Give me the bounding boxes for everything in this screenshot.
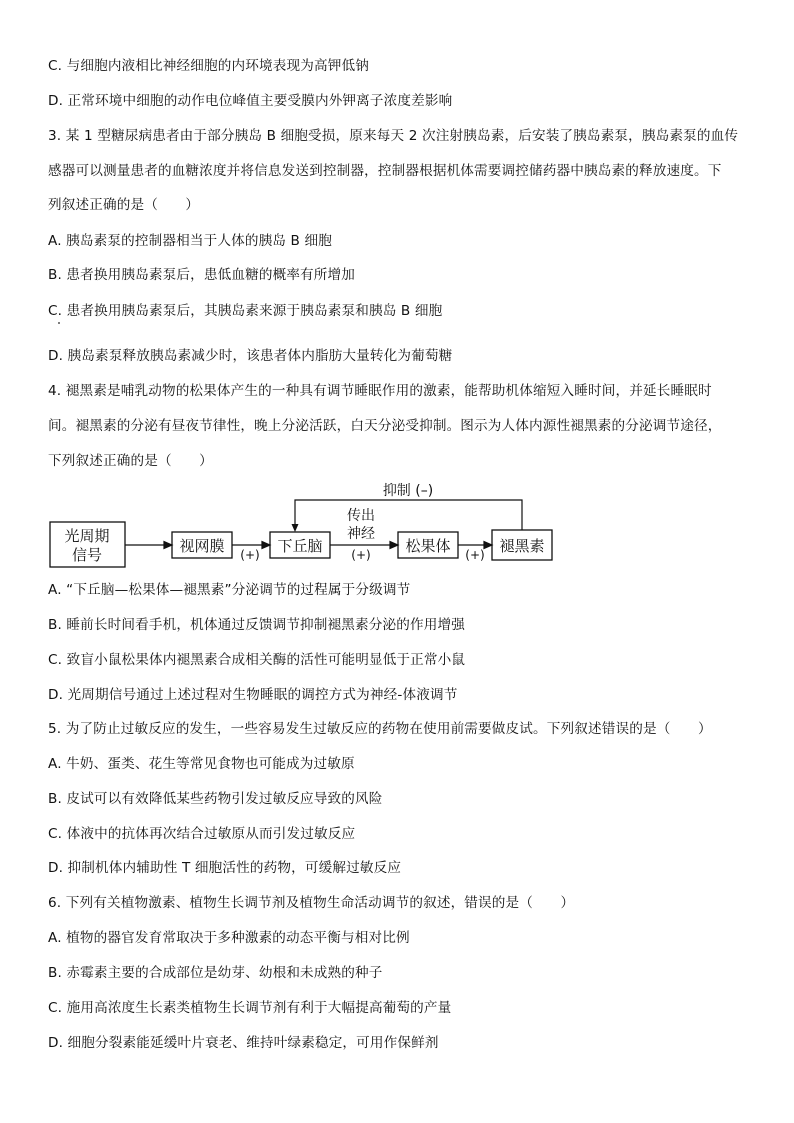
plus-sign-1: (+) xyxy=(240,548,260,562)
question-6: 6. 下列有关植物激素、植物生长调节剂及植物生命活动调节的叙述，错误的是（ ） xyxy=(48,895,575,911)
feedback-arrowhead xyxy=(292,524,299,532)
melatonin-regulation-diagram xyxy=(0,478,794,578)
box-light-signal-text-1: 光周期 xyxy=(64,527,110,545)
question-4-line-3: 下列叙述正确的是（ ） xyxy=(48,453,213,469)
box-melatonin-text: 褪黑素 xyxy=(499,537,545,555)
efferent-nerve-label-1: 传出 xyxy=(347,508,375,524)
efferent-nerve-label-2: 神经 xyxy=(347,526,375,542)
feedback-arrow xyxy=(295,500,522,530)
option-d-q6: D. 细胞分裂素能延缓叶片衰老、维持叶绿素稳定，可用作保鲜剂 xyxy=(48,1035,439,1051)
option-b-q3: B. 患者换用胰岛素泵后，患低血糖的概率有所增加 xyxy=(48,267,356,283)
option-c-q2: C. 与细胞内液相比神经细胞的内环境表现为高钾低钠 xyxy=(48,58,369,74)
option-d-q5: D. 抑制机体内辅助性 T 细胞活性的药物，可缓解过敏反应 xyxy=(48,860,402,876)
question-3-line-2: 感器可以测量患者的血糖浓度并将信息发送到控制器，控制器根据机体需要调控储药器中胰岛素的释放速度。下 xyxy=(48,163,722,179)
option-d-q2: D. 正常环境中细胞的动作电位峰值主要受膜内外钾离子浓度差影响 xyxy=(48,93,453,109)
option-a-q4: A. “下丘脑—松果体—褪黑素”分泌调节的过程属于分级调节 xyxy=(48,582,411,598)
stray-dot xyxy=(58,322,60,324)
option-c-q4: C. 致盲小鼠松果体内褪黑素合成相关酶的活性可能明显低于正常小鼠 xyxy=(48,652,466,668)
feedback-label: 抑制 (–) xyxy=(382,483,434,499)
box-pineal-text: 松果体 xyxy=(405,537,451,555)
question-3-line-3: 列叙述正确的是（ ） xyxy=(48,197,200,213)
option-b-q4: B. 睡前长时间看手机，机体通过反馈调节抑制褪黑素分泌的作用增强 xyxy=(48,617,465,633)
option-c-q5: C. 体液中的抗体再次结合过敏原从而引发过敏反应 xyxy=(48,826,356,842)
box-retina-text: 视网膜 xyxy=(179,537,225,555)
option-a-q3: A. 胰岛素泵的控制器相当于人体的胰岛 B 细胞 xyxy=(48,233,332,249)
question-3-line-1: 3. 某 1 型糖尿病患者由于部分胰岛 B 细胞受损，原来每天 2 次注射胰岛素，后安装了胰岛素泵，胰岛素泵的血传 xyxy=(48,128,739,144)
option-c-q3: C. 患者换用胰岛素泵后，其胰岛素来源于胰岛素泵和胰岛 B 细胞 xyxy=(48,303,443,319)
option-b-q5: B. 皮试可以有效降低某些药物引发过敏反应导致的风险 xyxy=(48,791,383,807)
box-light-signal-text-2: 信号 xyxy=(71,546,103,564)
question-4-line-2: 间。褪黑素的分泌有昼夜节律性，晚上分泌活跃，白天分泌受抑制。图示为人体内源性褪黑素的分泌调节途径， xyxy=(48,418,722,434)
option-d-q4: D. 光周期信号通过上述过程对生物睡眠的调控方式为神经-体液调节 xyxy=(48,687,458,703)
question-4-line-1: 4. 褪黑素是哺乳动物的松果体产生的一种具有调节睡眠作用的激素，能帮助机体缩短入睡时间，并延长睡眠时 xyxy=(48,383,712,399)
option-c-q6: C. 施用高浓度生长素类植物生长调节剂有利于大幅提高葡萄的产量 xyxy=(48,1000,452,1016)
box-hypothalamus-text: 下丘脑 xyxy=(277,537,323,555)
arrow-signal-to-retina xyxy=(125,542,172,549)
option-a-q6: A. 植物的器官发育常取决于多种激素的动态平衡与相对比例 xyxy=(48,930,410,946)
question-5: 5. 为了防止过敏反应的发生，一些容易发生过敏反应的药物在使用前需要做皮试。下列叙述错误的是（ ） xyxy=(48,721,712,737)
option-d-q3: D. 胰岛素泵释放胰岛素减少时，该患者体内脂肪大量转化为葡萄糖 xyxy=(48,348,453,364)
option-b-q6: B. 赤霉素主要的合成部位是幼芽、幼根和未成熟的种子 xyxy=(48,965,383,981)
option-a-q5: A. 牛奶、蛋类、花生等常见食物也可能成为过敏原 xyxy=(48,756,355,772)
plus-sign-2: (+) xyxy=(351,548,371,562)
plus-sign-3: (+) xyxy=(465,548,485,562)
